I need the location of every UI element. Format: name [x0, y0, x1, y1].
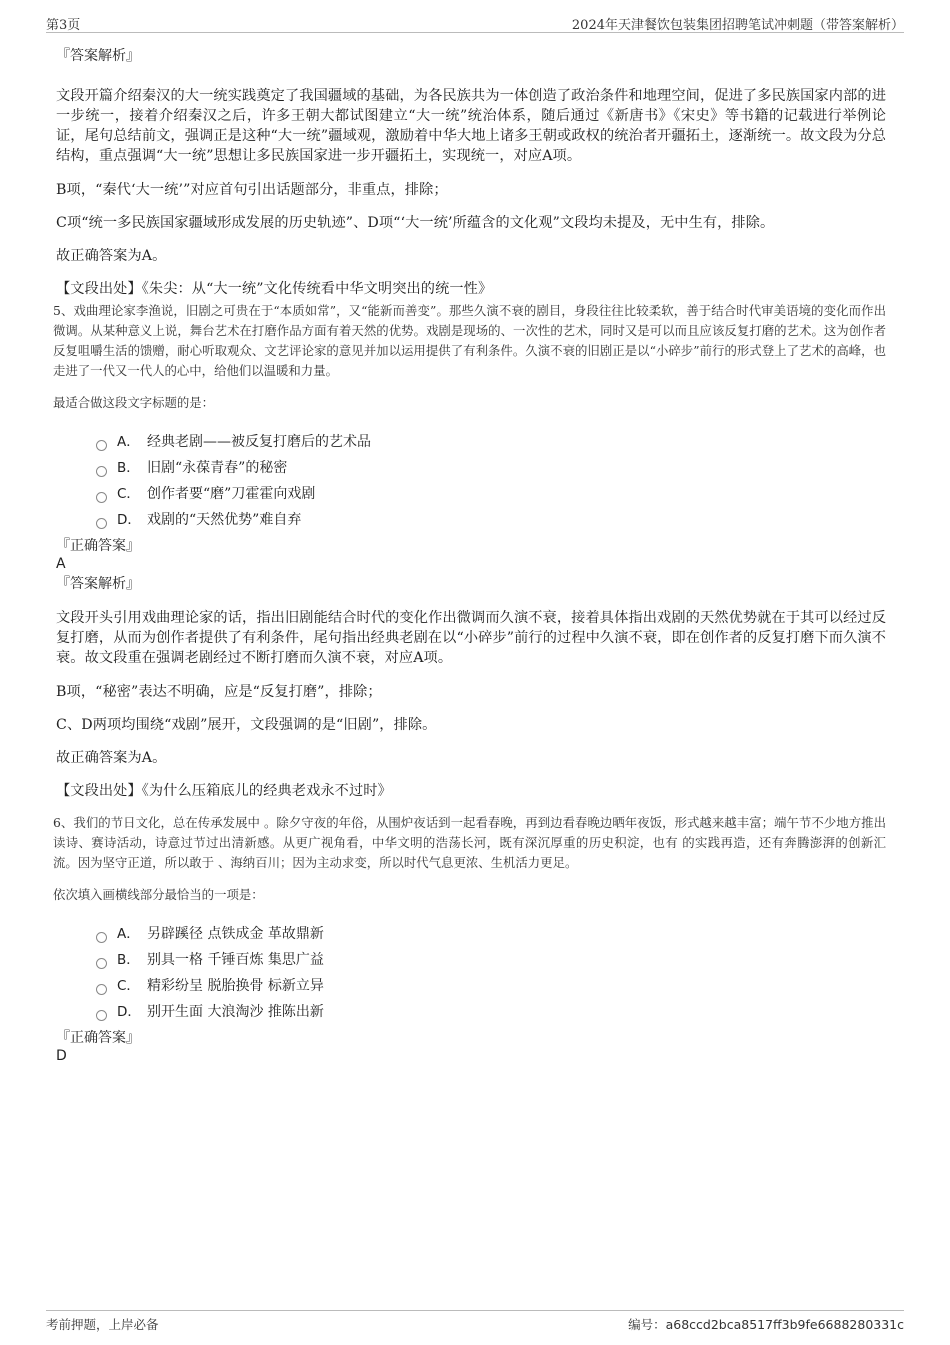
q5-question: 最适合做这段文字标题的是：: [53, 395, 215, 410]
q4-analysis: 文段开篇介绍秦汉的大一统实践奠定了我国疆域的基础，为各民族共为一体创造了政治条件和地理空间，促进了多民族国家内部的进一步统一，接着介绍秦汉之后，许多王朝大都试图建立“大一统”统治体系，随后通过《新唐书》《宋史》等书籍的记载进行举例论证，尾句总结前文，强调正是这种“大一统”疆域观，激励着中华大地上诸多王朝或政权的统治者开疆拓土，逐渐统一。故文段为分总结构，重点强调“大一统”思想让多民族国家进一步开疆拓土，实现统一，对应A项。: [56, 88, 886, 164]
q6-answer: D: [56, 1048, 67, 1064]
radio-icon[interactable]: [96, 1010, 107, 1021]
q5-conclusion: 故正确答案为A。: [56, 750, 167, 766]
q5-option-cd-note: C、D两项均围绕“戏剧”展开，文段强调的是“旧剧”，排除。: [56, 717, 437, 733]
q6-option-b[interactable]: B． 别具一格 千锤百炼 集思广益: [96, 947, 886, 973]
q6-stem: 6、我们的节日文化，总在传承发展中 。除夕守夜的年俗，从围炉夜话到一起看春晚，再到边看春晚边晒年夜饭，形式越来越丰富；端午节不少地方推出读诗、赛诗活动，诗意过节过出清新感。从更广视角看，中华文明的浩荡长河，既有深沉厚重的历史积淀，也有 的实践再造，还有奔腾澎湃的创新汇流。因为坚守正道，所以敢于 、海纳百川；因为主动求变，所以时代气息更浓、生机活力更足。: [53, 815, 886, 870]
radio-icon[interactable]: [96, 466, 107, 477]
radio-icon[interactable]: [96, 984, 107, 995]
q4-conclusion: 故正确答案为A。: [56, 248, 167, 264]
q5-answer: A: [56, 556, 66, 572]
q5-answer-tag: 『正确答案』: [56, 538, 140, 554]
footer-slogan: 考前押题，上岸必备: [46, 1317, 159, 1332]
q5-option-b-note: B项，“秘密”表达不明确，应是“反复打磨”，排除；: [56, 684, 382, 700]
radio-icon[interactable]: [96, 518, 107, 529]
q5-analysis-tag: 『答案解析』: [56, 576, 140, 592]
q6-question: 依次填入画横线部分最恰当的一项是：: [53, 887, 264, 902]
q6-option-a[interactable]: A． 另辟蹊径 点铁成金 革故鼎新: [96, 921, 886, 947]
q5-option-d[interactable]: D． 戏剧的“天然优势”难自弃: [96, 507, 886, 533]
q6-options: [56, 921, 886, 1025]
document-title: 2024年天津餐饮包装集团招聘笔试冲刺题（带答案解析）: [571, 18, 904, 33]
page-footer: [46, 1310, 904, 1334]
q6-option-d[interactable]: D． 别开生面 大浪淘沙 推陈出新: [96, 999, 886, 1025]
q5-analysis: 文段开头引用戏曲理论家的话，指出旧剧能结合时代的变化作出微调而久演不衰，接着具体指出戏剧的天然优势就在于其可以经过反复打磨，从而为创作者提供了有利条件，尾句指出经典老剧在以“小碎步”前行的过程中久演不衰，即在创作者的反复打磨下而久演不衰。故文段重在强调老剧经过不断打磨而久演不衰，对应A项。: [56, 610, 886, 666]
q4-option-cd-note: C项“统一多民族国家疆域形成发展的历史轨迹”、D项“‘大一统’所蕴含的文化观”文段均未提及，无中生有，排除。: [56, 215, 775, 231]
q5-source: 【文段出处】《为什么压箱底儿的经典老戏永不过时》: [56, 783, 392, 799]
q5-options: [56, 429, 886, 533]
q5-option-a[interactable]: A． 经典老剧——被反复打磨后的艺术品: [96, 429, 886, 455]
document-id: 编号：a68ccd2bca8517ff3b9fe6688280331c: [628, 1317, 904, 1332]
q5-option-b[interactable]: B． 旧剧“永葆青春”的秘密: [96, 455, 886, 481]
radio-icon[interactable]: [96, 958, 107, 969]
radio-icon[interactable]: [96, 440, 107, 451]
q4-source: 【文段出处】《朱尖：从“大一统”文化传统看中华文明突出的统一性》: [56, 281, 493, 297]
page-header: [46, 14, 904, 33]
q6-answer-tag: 『正确答案』: [56, 1030, 140, 1046]
q5-option-c[interactable]: C． 创作者要“磨”刀霍霍向戏剧: [96, 481, 886, 507]
radio-icon[interactable]: [96, 492, 107, 503]
q4-analysis-tag: 『答案解析』: [56, 48, 140, 64]
q6-option-c[interactable]: C． 精彩纷呈 脱胎换骨 标新立异: [96, 973, 886, 999]
page-content: [53, 44, 886, 1064]
q5-stem: 5、戏曲理论家李渔说，旧剧之可贵在于“本质如常”，又“能新而善变”。那些久演不衰的剧目，身段往往比较柔软，善于结合时代审美语境的变化而作出微调。从某种意义上说，舞台艺术在打磨作品方面有着天然的优势。戏剧是现场的、一次性的艺术，同时又是可以而且应该反复打磨的艺术。这为创作者反复咀嚼生活的馈赠，耐心听取观众、文艺评论家的意见并加以运用提供了有利条件。久演不衰的旧剧正是以“小碎步”前行的形式登上了艺术的高峰，也走进了一代又一代人的心中，给他们以温暖和力量。: [53, 303, 886, 378]
q4-option-b-note: B项，“秦代‘大一统’”对应首句引出话题部分，非重点，排除；: [56, 182, 448, 198]
page-number: 第3页: [46, 18, 81, 33]
radio-icon[interactable]: [96, 932, 107, 943]
